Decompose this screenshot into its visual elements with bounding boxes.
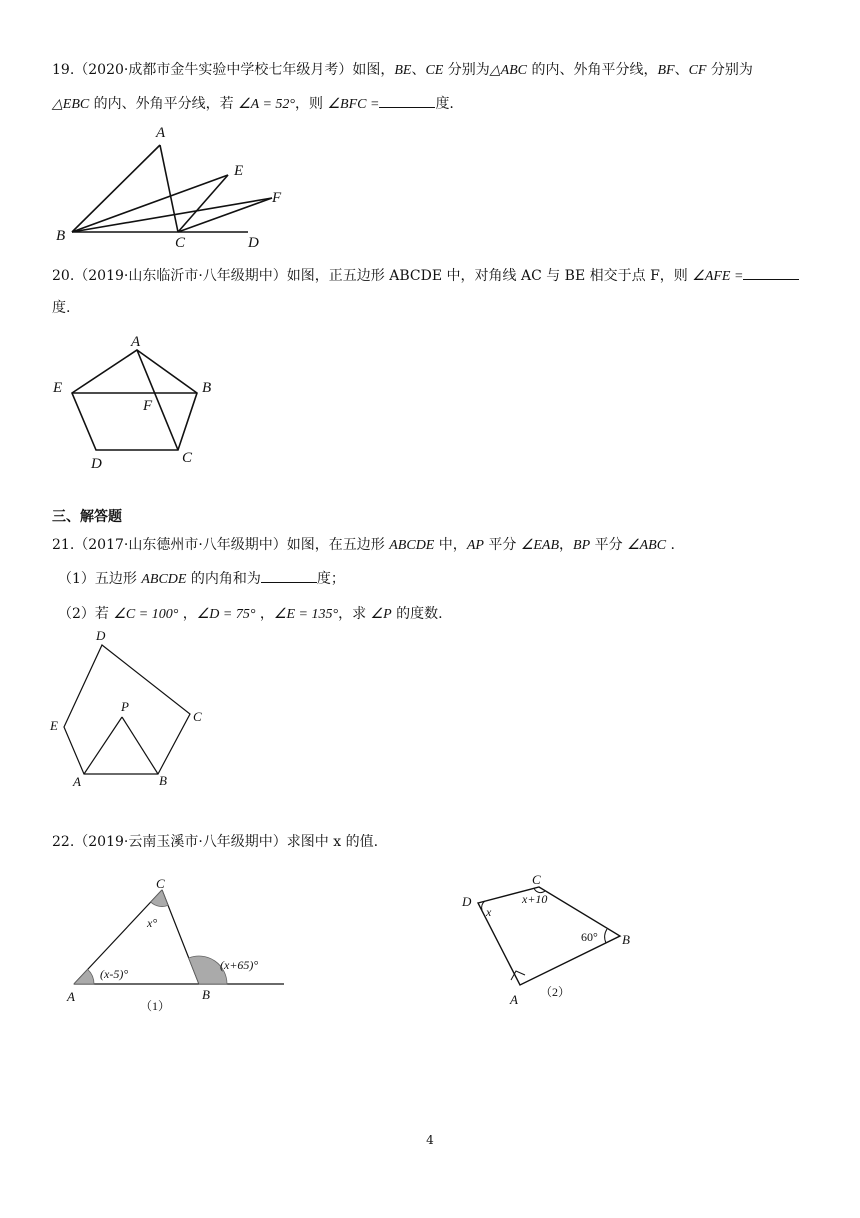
q21-sub2-end: 的度数.	[391, 606, 443, 622]
q21-label-b: B	[159, 773, 167, 788]
q20-source: （2019·山东临沂市·八年级期中）	[74, 268, 287, 284]
q21-number: 21.	[52, 537, 75, 553]
q21-sub1-polygon: ABCDE	[141, 572, 187, 587]
q22-fig1-angle-a: (x-5)°	[100, 967, 129, 981]
page-number: 4	[426, 1133, 434, 1147]
q22-fig2-angle-c: x+10	[522, 892, 548, 906]
q21-label-e: E	[50, 718, 58, 733]
q21-label-p: P	[121, 699, 129, 714]
section-heading: 三、解答题	[52, 509, 122, 525]
q22-fig2-angle-b: 60°	[581, 930, 598, 944]
q20-label-e: E	[53, 380, 63, 396]
q22-fig2-label-c: C	[532, 872, 541, 887]
q22-fig2-caption: （2）	[540, 985, 571, 999]
q21-text: 平分	[483, 537, 521, 553]
q19-label-f: F	[272, 190, 282, 206]
q19-number: 19.	[52, 62, 75, 78]
q21-sub2-text: ，求	[338, 606, 371, 622]
q21-sep: ，	[178, 606, 197, 622]
q21-sep: ，	[255, 606, 274, 622]
q19-unit: 度.	[435, 96, 454, 112]
q22-fig2-label-b: B	[622, 932, 630, 947]
q22-fig1-label-b: B	[202, 987, 210, 1002]
q19-text: 如图，	[352, 62, 395, 78]
q21-angle-d: ∠D = 75°	[196, 607, 256, 622]
q20-label-c: C	[182, 450, 193, 466]
q22-number: 22.	[52, 834, 75, 850]
q21-text: 如图，在五边形	[286, 537, 390, 553]
q19-cf: CF	[688, 63, 707, 78]
q19-text: ，则	[295, 96, 328, 112]
q21-polygon: ABCDE	[389, 538, 435, 553]
q20-number: 20.	[52, 268, 75, 284]
q20-label-d: D	[91, 456, 102, 472]
q21-text: 平分	[590, 537, 628, 553]
q21-label-c: C	[193, 709, 202, 724]
q20-label-b: B	[202, 380, 212, 396]
q19-ce: CE	[425, 63, 444, 78]
q19-sep: 、	[674, 62, 689, 78]
q22-fig1-label-a: A	[67, 989, 75, 1004]
q21-sub1-text: 的内角和为	[186, 571, 261, 587]
q19-label-b: B	[56, 228, 66, 244]
q21-text: .	[666, 537, 675, 553]
q20-label-f: F	[143, 398, 153, 414]
q22-text: 求图中 x 的值.	[286, 834, 379, 850]
q20-label-a: A	[131, 334, 141, 350]
q22-source: （2019·云南玉溪市·八年级期中）	[74, 834, 287, 850]
q19-text: 分别为	[706, 62, 753, 78]
q20-text: 如图，正五边形 ABCDE 中，对角线 AC 与 BE 相交于点 F，则	[286, 268, 693, 284]
q19-label-d: D	[248, 235, 259, 251]
q19-text: 的内、外角平分线，	[527, 62, 658, 78]
q21-label-a: A	[73, 774, 81, 789]
q19-sep: 、	[411, 62, 426, 78]
q21-label-d: D	[96, 628, 106, 643]
q21-text: ，	[559, 537, 574, 553]
q20-question: ∠AFE =	[692, 269, 744, 284]
q19-text: 分别为	[443, 62, 490, 78]
q22-fig2-label-d: D	[462, 894, 472, 909]
q19-source: （2020·成都市金牛实验中学校七年级月考）	[74, 62, 353, 78]
q21-ap: AP	[466, 538, 484, 553]
q19-question: ∠BFC =	[327, 97, 380, 112]
q19-text: 的内、外角平分线，若	[89, 96, 239, 112]
q21-angle-eab: ∠EAB	[520, 538, 560, 553]
q22-fig1-angle-ext: (x+65)°	[220, 958, 259, 972]
q22-fig1-angle-c: x°	[147, 916, 158, 930]
q21-sub2-label: （2）若	[58, 606, 114, 622]
q19-triangle-ebc: △EBC	[52, 97, 90, 112]
q21-angle-abc: ∠ABC	[627, 538, 667, 553]
q21-angle-c: ∠C = 100°	[113, 607, 179, 622]
q19-label-e: E	[234, 163, 244, 179]
q21-angle-p: ∠P	[370, 607, 392, 622]
q21-sub1-unit: 度；	[316, 571, 345, 587]
q19-label-a: A	[156, 125, 166, 141]
q22-fig2-angle-d: x	[486, 905, 492, 919]
q19-be: BE	[394, 63, 412, 78]
q20-unit: 度.	[52, 300, 71, 316]
q19-bf: BF	[657, 63, 675, 78]
q21-text: 中，	[434, 537, 467, 553]
q21-angle-e: ∠E = 135°	[273, 607, 339, 622]
q19-triangle-abc: △ABC	[489, 63, 528, 78]
q19-label-c: C	[175, 235, 186, 251]
q22-fig2-label-a: A	[510, 992, 518, 1007]
q21-bp: BP	[573, 538, 591, 553]
q22-fig1-caption: （1）	[140, 999, 171, 1013]
q21-sub1-label: （1）五边形	[58, 571, 142, 587]
q19-condition: ∠A = 52°	[238, 97, 296, 112]
q21-source: （2017·山东德州市·八年级期中）	[74, 537, 287, 553]
q22-fig1-label-c: C	[156, 876, 165, 891]
